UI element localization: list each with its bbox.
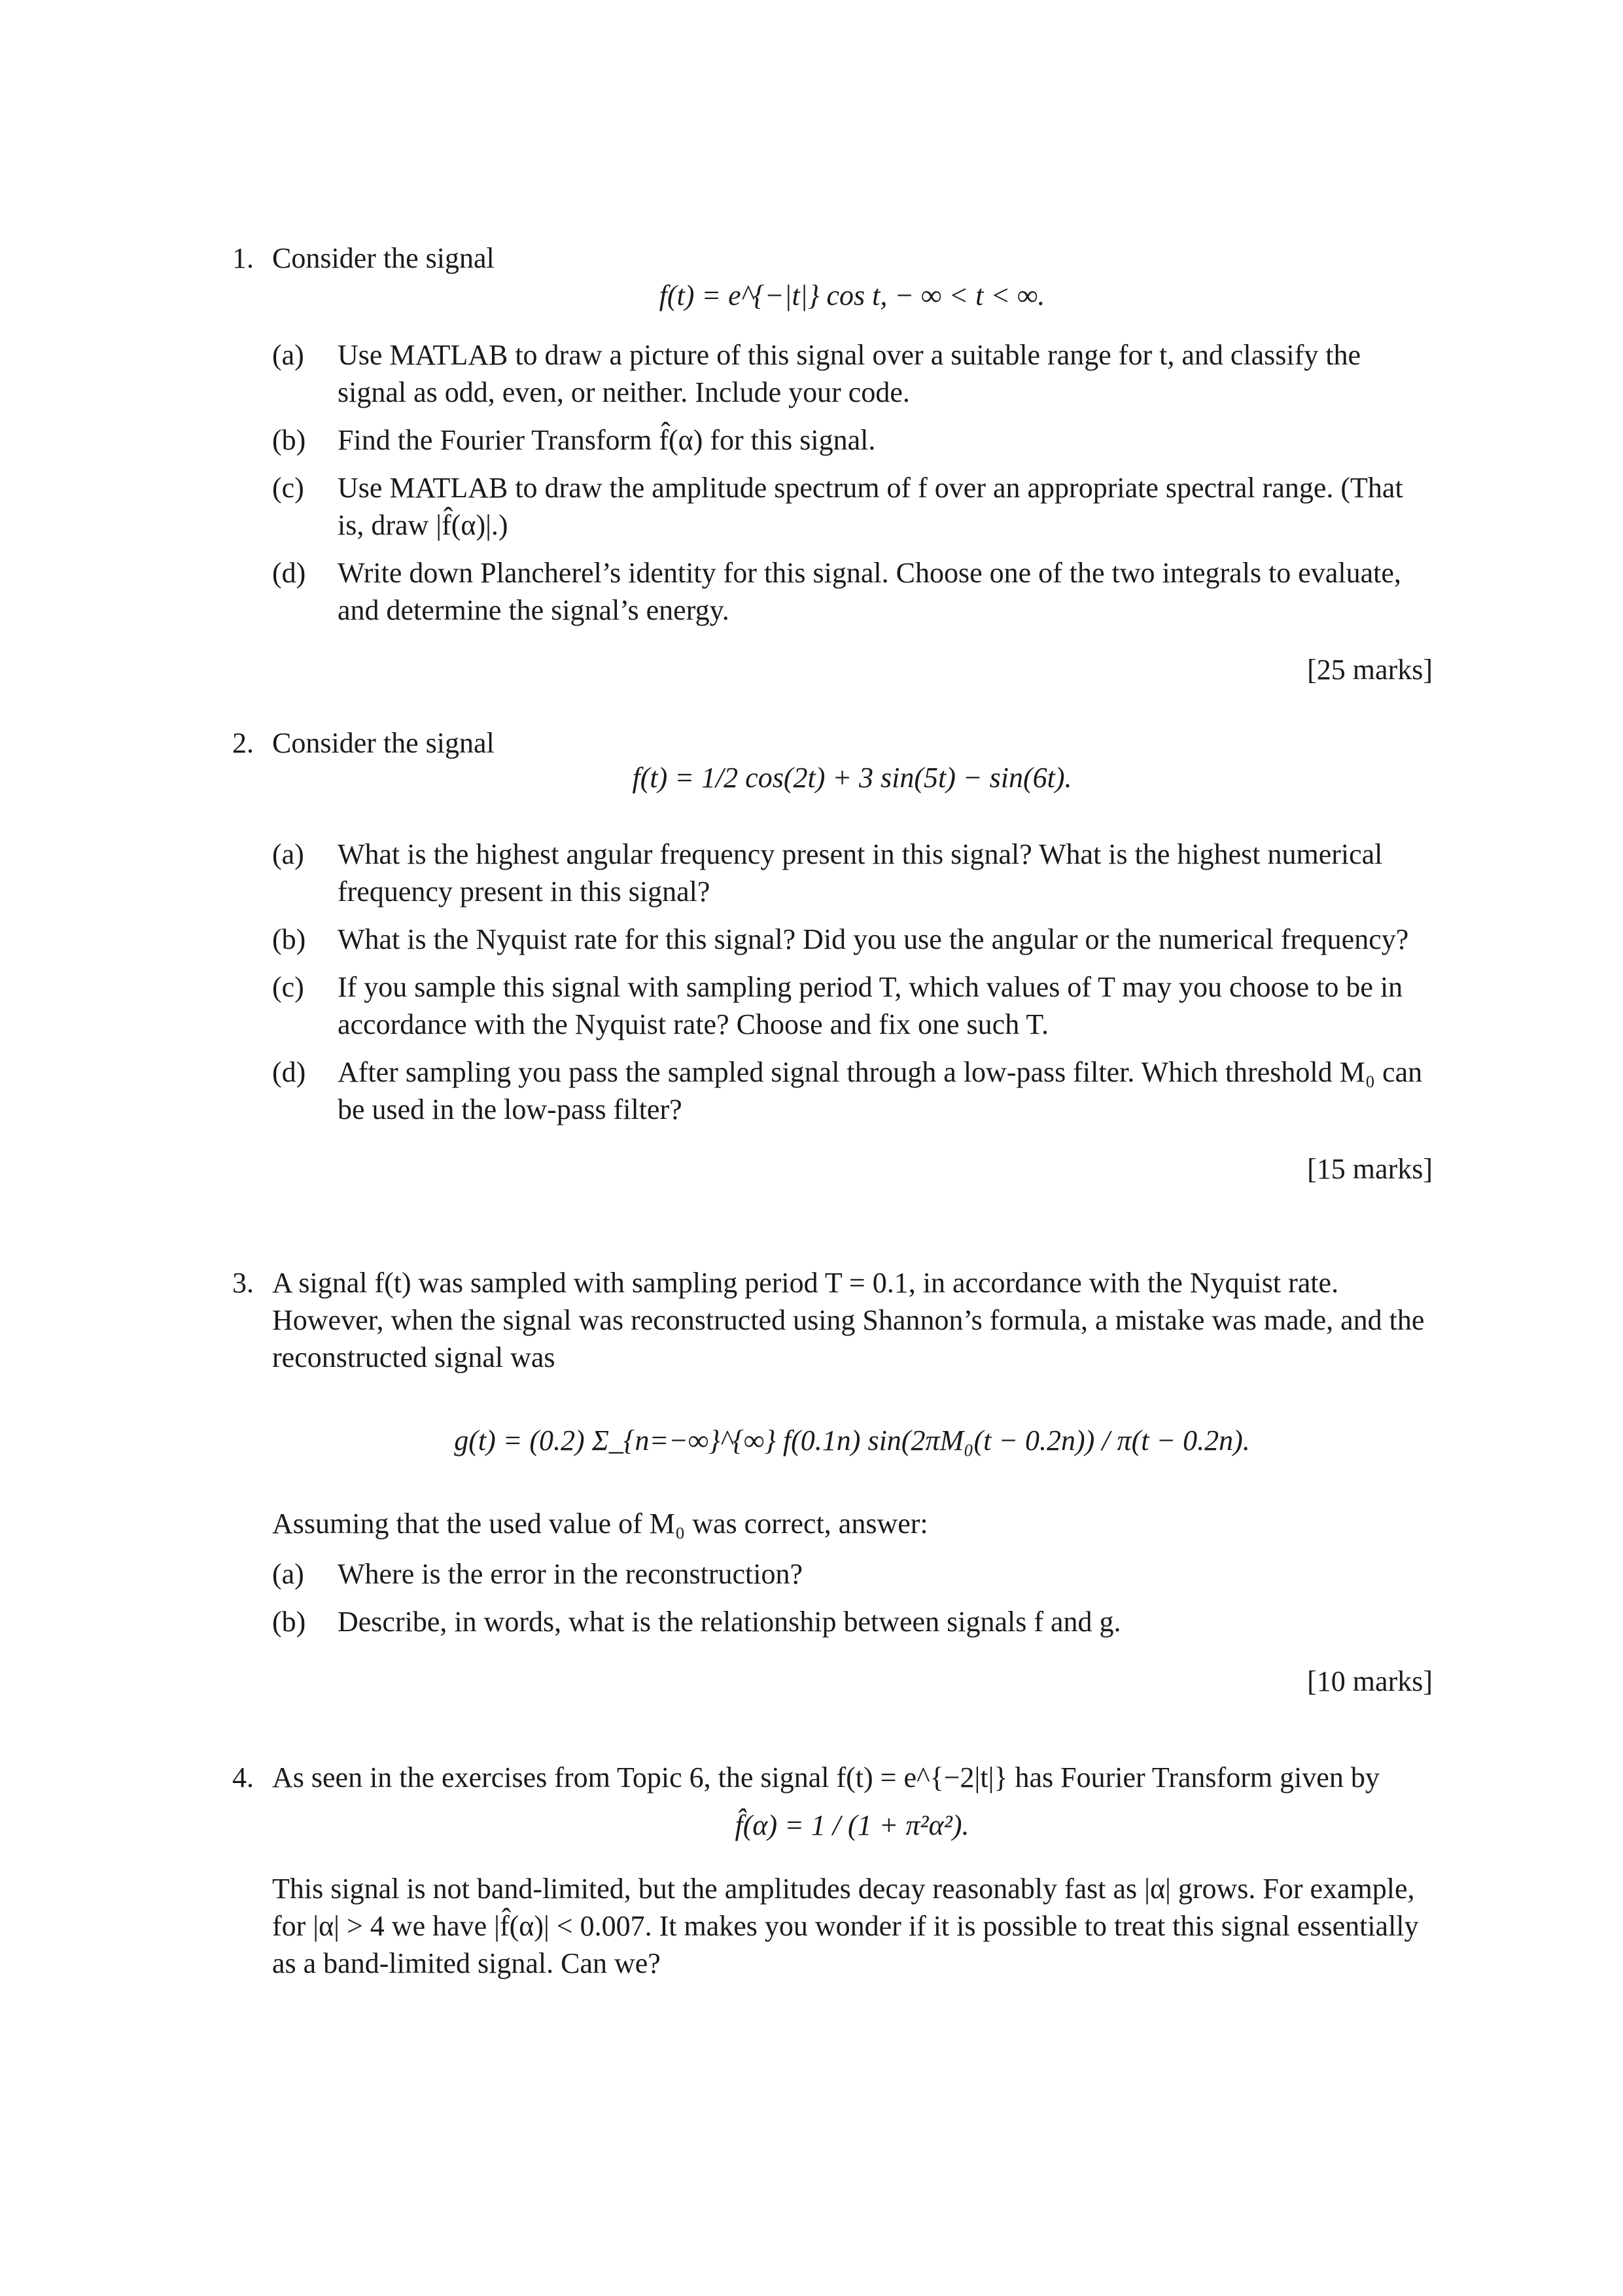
question-3-intro — [232, 1264, 1433, 1376]
part-text: Write down Plancherel’s identity for this signal. Choose one of the two integrals to evaluate, and determine the signal’s energy. — [338, 557, 1401, 626]
part-c — [272, 968, 1433, 1043]
question-4 — [232, 1759, 1433, 1982]
part-label: (c) — [272, 472, 304, 504]
part-d — [272, 554, 1433, 629]
question-number: 4. — [232, 1761, 254, 1793]
question-4-intro — [232, 1759, 1433, 1796]
question-2-equation — [232, 759, 1433, 796]
question-after-text: Assuming that the used value of M₀ was correct, answer: — [272, 1508, 928, 1540]
part-label: (d) — [272, 557, 306, 589]
question-2-parts — [232, 836, 1433, 1128]
part-a — [272, 836, 1433, 910]
part-label: (a) — [272, 1558, 304, 1590]
part-c — [272, 469, 1433, 544]
question-2-intro — [232, 724, 1433, 762]
part-text: Use MATLAB to draw a picture of this signal over a suitable range for t, and classify the signal as odd, even, or neither. Include your code. — [338, 339, 1361, 408]
part-text: Use MATLAB to draw the amplitude spectrum of f over an appropriate spectral range. (That is, draw |f̂(α)|.) — [338, 472, 1403, 541]
question-2 — [232, 724, 1433, 1188]
part-text: If you sample this signal with sampling period T, which values of T may you choose to be in accordance with the Nyquist rate? Choose and fix one such T. — [338, 971, 1403, 1040]
part-label: (b) — [272, 424, 306, 456]
part-text: What is the highest angular frequency present in this signal? What is the highest numerical frequency present in this signal? — [338, 838, 1383, 908]
question-3-equation — [232, 1422, 1433, 1459]
part-a — [272, 1555, 1433, 1593]
part-label: (d) — [272, 1056, 306, 1088]
question-1-equation — [232, 277, 1433, 314]
question-after-text: This signal is not band-limited, but the amplitudes decay reasonably fast as |α| grows. For example, for |α| > 4 we have |f̂(α)| < 0.007. It makes you wonder if it is possible to treat this signal essentially as a band-limited signal. Can we? — [272, 1873, 1419, 1979]
question-number: 3. — [232, 1267, 254, 1299]
question-intro-text: Consider the signal — [272, 727, 495, 759]
question-3-after — [232, 1505, 1433, 1542]
part-label: (c) — [272, 971, 304, 1003]
part-text: After sampling you pass the sampled signal through a low-pass filter. Which threshold M₀ can be used in the low-pass filter? — [338, 1056, 1423, 1125]
question-intro-text: Consider the signal — [272, 242, 495, 274]
part-label: (b) — [272, 1606, 306, 1638]
part-text: Where is the error in the reconstruction? — [338, 1558, 803, 1590]
question-intro-text: A signal f(t) was sampled with sampling period T = 0.1, in accordance with the Nyquist rate. However, when the signal was reconstructed using Shannon’s formula, a mistake was made, and the reconstructed signal was — [272, 1267, 1425, 1373]
equation-text: g(t) = (0.2) Σ_{n=−∞}^{∞} f(0.1n) sin(2πM₀(t − 0.2n)) / π(t − 0.2n). — [454, 1424, 1250, 1457]
marks-label: [15 marks] — [1307, 1153, 1433, 1185]
marks-label: [25 marks] — [1307, 654, 1433, 686]
question-intro-text: As seen in the exercises from Topic 6, the signal f(t) = e^{−2|t|} has Fourier Transform given by — [272, 1761, 1380, 1793]
part-label: (a) — [272, 339, 304, 371]
part-text: What is the Nyquist rate for this signal? Did you use the angular or the numerical frequency? — [338, 923, 1409, 955]
question-4-equation — [232, 1807, 1433, 1844]
part-d — [272, 1053, 1433, 1128]
question-1-parts — [232, 336, 1433, 629]
part-b — [272, 1603, 1433, 1640]
part-label: (b) — [272, 923, 306, 955]
part-b — [272, 421, 1433, 459]
part-a — [272, 336, 1433, 411]
part-label: (a) — [272, 838, 304, 870]
part-b — [272, 921, 1433, 958]
question-number: 2. — [232, 727, 254, 759]
question-3 — [232, 1264, 1433, 1700]
part-text: Find the Fourier Transform f̂(α) for this signal. — [338, 424, 876, 456]
marks-label: [10 marks] — [1307, 1665, 1433, 1697]
equation-text: f̂(α) = 1 / (1 + π²α²). — [735, 1809, 969, 1841]
question-1 — [232, 239, 1433, 688]
question-1-intro — [232, 239, 1433, 277]
equation-text: f(t) = 1/2 cos(2t) + 3 sin(5t) − sin(6t). — [632, 762, 1072, 794]
question-4-after — [232, 1870, 1433, 1982]
question-number: 1. — [232, 242, 254, 274]
part-text: Describe, in words, what is the relationship between signals f and g. — [338, 1606, 1121, 1638]
question-3-parts — [232, 1555, 1433, 1640]
equation-text: f(t) = e^{−|t|} cos t, − ∞ < t < ∞. — [659, 279, 1045, 311]
